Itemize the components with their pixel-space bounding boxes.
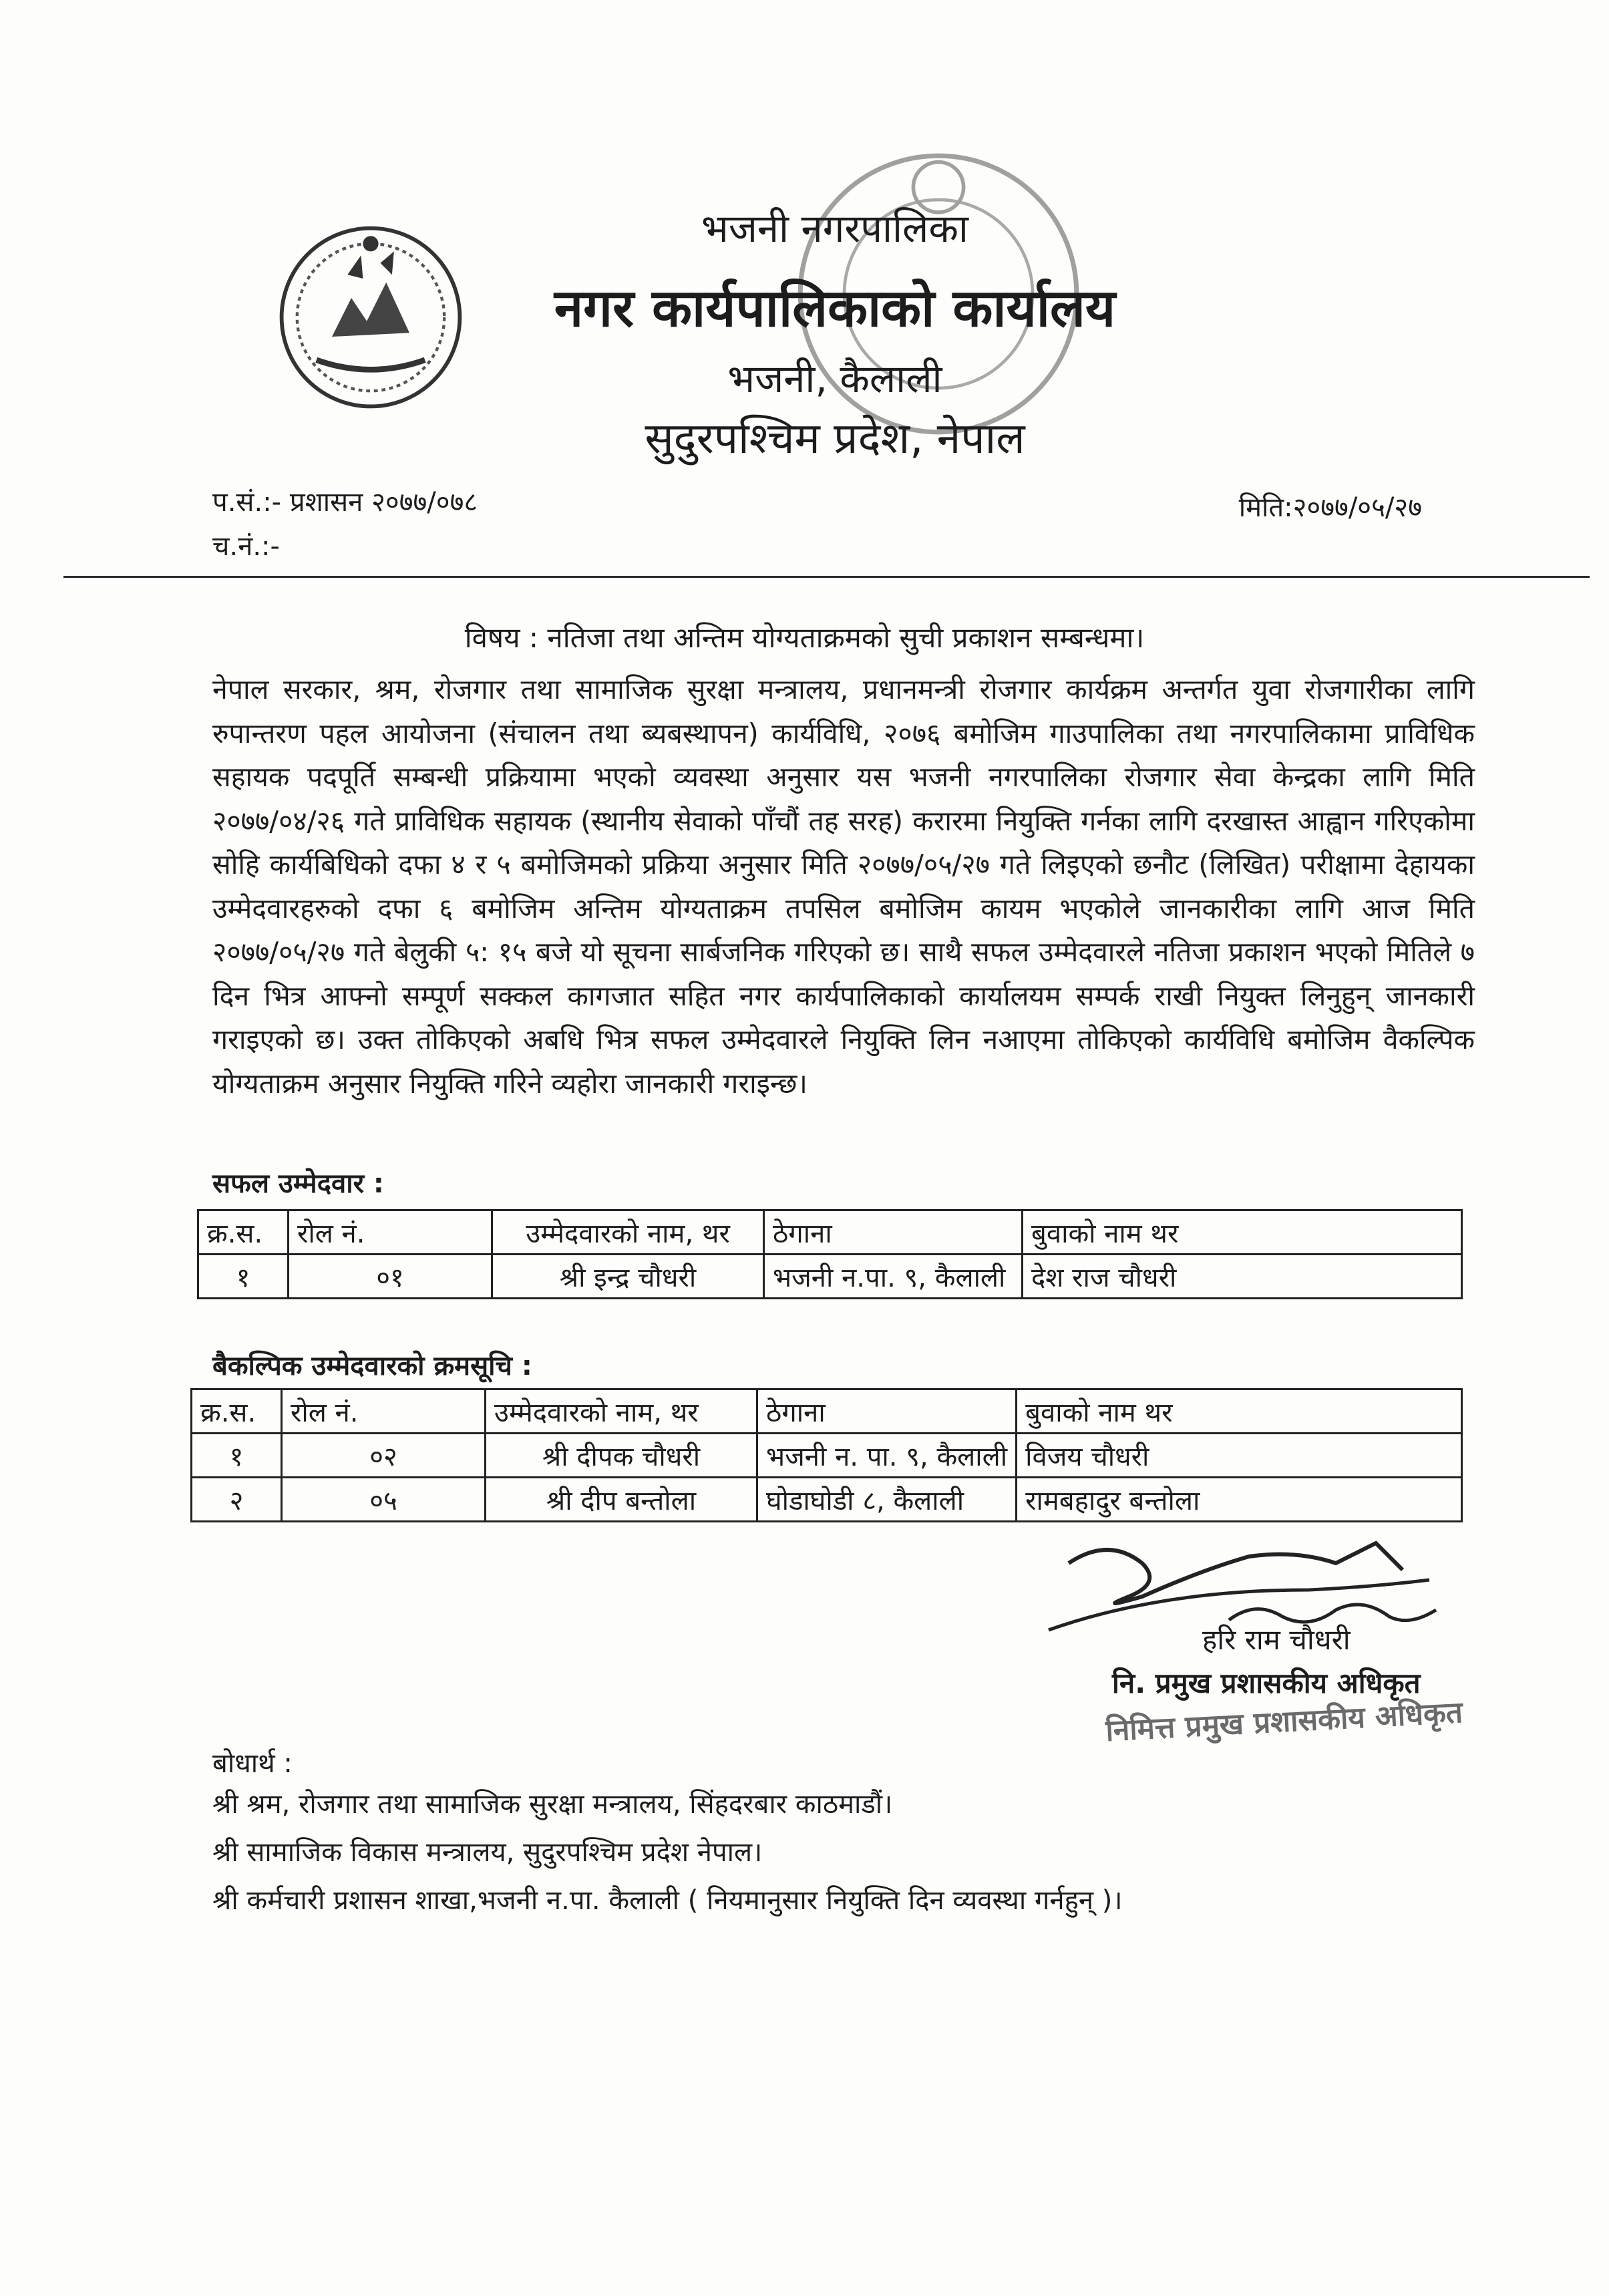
municipality-name: भजनी नगरपालिका [701,206,968,251]
signatory-stamp: निमित्त प्रमुख प्रशासकीय अधिकृत [1105,1695,1464,1748]
list-item: श्री कर्मचारी प्रशासन शाखा,भजनी न.पा. कैलाली ( नियमानुसार नियुक्ति दिन व्यवस्था गर्नहुन् )। [212,1885,1123,1916]
header-cell: रोल नं. [289,1210,492,1255]
list-item: श्री श्रम, रोजगार तथा सामाजिक सुरक्षा मन्त्रालय, सिंहदरबार काठमाडौं। [212,1789,893,1820]
table-row [192,1434,1462,1478]
alternate-title: बैकल्पिक उम्मेदवारको क्रमसूचि : [212,1351,532,1381]
cc-list [212,1780,1123,1925]
office-location: भजनी, कैलाली [727,356,942,401]
successful-table [197,1209,1463,1299]
province-name: सुदुरपश्चिम प्रदेश, नेपाल [645,414,1025,464]
dispatch-number: च.नं.:- [212,531,280,562]
header-cell: बुवाको नाम थर [1023,1210,1462,1255]
table-header-row [192,1389,1462,1434]
table-cell: भजनी न.पा. ९, कैलाली [764,1255,1023,1299]
signatory-name: हरि राम चौधरी [1202,1623,1351,1656]
table-cell: भजनी न. पा. ९, कैलाली [757,1434,1017,1478]
table-cell: रामबहादुर बन्तोला [1017,1478,1462,1522]
cc-title: बोधार्थ : [212,1748,293,1779]
table-header-row [198,1210,1462,1255]
table-row [192,1478,1462,1522]
header-cell: ठेगाना [764,1210,1023,1255]
letter-date: मिति:२०७७/०५/२७ [1238,492,1422,523]
list-item: श्री सामाजिक विकास मन्त्रालय, सुदुरपश्चिम प्रदेश नेपाल। [212,1837,763,1868]
table-cell: ०१ [289,1255,492,1299]
table-cell: ०५ [282,1478,486,1522]
table-cell: १ [192,1434,282,1478]
office-title: नगर कार्यपालिकाको कार्यालय [554,279,1116,339]
alternate-table [190,1388,1463,1522]
header-cell: ठेगाना [757,1389,1017,1434]
subject-line: विषय : नतिजा तथा अन्तिम योग्यताक्रमको सुची प्रकाशन सम्बन्धमा। [464,621,1145,654]
signatory-role: नि. प्रमुख प्रशासकीय अधिकृत [1112,1667,1421,1699]
header-cell: क्र.स. [198,1210,289,1255]
table-cell: घोडाघोडी ८, कैलाली [757,1478,1017,1522]
header-cell: रोल नं. [282,1389,486,1434]
header-cell: बुवाको नाम थर [1017,1389,1462,1434]
header-cell: क्र.स. [192,1389,282,1434]
table-cell: २ [192,1478,282,1522]
header-cell: उम्मेदवारको नाम, थर [486,1389,757,1434]
letter-number: प.सं.:- प्रशासन २०७७/०७८ [212,487,478,518]
table-cell: श्री दीप बन्तोला [486,1478,757,1522]
nepal-emblem-icon [274,220,468,414]
table-cell: श्री दीपक चौधरी [486,1434,757,1478]
table-cell: विजय चौधरी [1017,1434,1462,1478]
table-cell: ०२ [282,1434,486,1478]
table-cell: देश राज चौधरी [1023,1255,1462,1299]
table-cell: श्री इन्द्र चौधरी [492,1255,764,1299]
header-cell: उम्मेदवारको नाम, थर [492,1210,764,1255]
successful-title: सफल उम्मेदवार : [212,1168,384,1199]
notice-body: नेपाल सरकार, श्रम, रोजगार तथा सामाजिक सुरक्षा मन्त्रालय, प्रधानमन्त्री रोजगार कार्यक्रम अन्तर्गत युवा रोजगारीका लागि रुपान्तरण पहल आयोजना (संचालन तथा ब्यबस्थापन) कार्यविधि, २०७६ बमोजिम गाउपालिका तथा नगरपालिकामा प्राविधिक सहायक पदपूर्ति सम्बन्धी प्रक्रियामा भएको व्यवस्था अनुसार यस भजनी नगरपालिका रोजगार सेवा केन्द्रका लागि मिति २०७७/०४/२६ गते प्राविधिक सहायक (स्थानीय सेवाको पाँचौं तह सरह) करारमा नियुक्ति गर्नका लागि दरखास्त आह्वान गरिएकोमा सोहि कार्यबिधिको दफा ४ र ५ बमोजिमको प्रक्रिया अनुसार मिति २०७७/०५/२७ गते लिइएको छनौट (लिखित) परीक्षामा देहायका उम्मेदवारहरुको दफा ६ बमोजिम अन्तिम योग्यताक्रम तपसिल बमोजिम कायम भएकोले जानकारीका लागि आज मिति २०७७/०५/२७ गते बेलुकी ५: १५ बजे यो सूचना सार्बजनिक गरिएको छ। साथै सफल उम्मेदवारले नतिजा प्रकाशन भएको मितिले ७ दिन भित्र आफ्नो सम्पूर्ण सक्कल कागजात सहित नगर कार्यपालिकाको कार्यालयम सम्पर्क राखी नियुक्त लिनुहुन् जानकारी गराइएको छ। उक्त तोकिएको अबधि भित्र सफल उम्मेदवारले नियुक्ति लिन नआएमा तोकिएको कार्यविधि बमोजिम वैकल्पिक योग्यताक्रम अनुसार नियुक्ति गरिने व्यहोरा जानकारी गराइन्छ। [212,673,1475,1100]
header-divider [63,576,1590,578]
table-row [198,1255,1462,1299]
table-cell: १ [198,1255,289,1299]
